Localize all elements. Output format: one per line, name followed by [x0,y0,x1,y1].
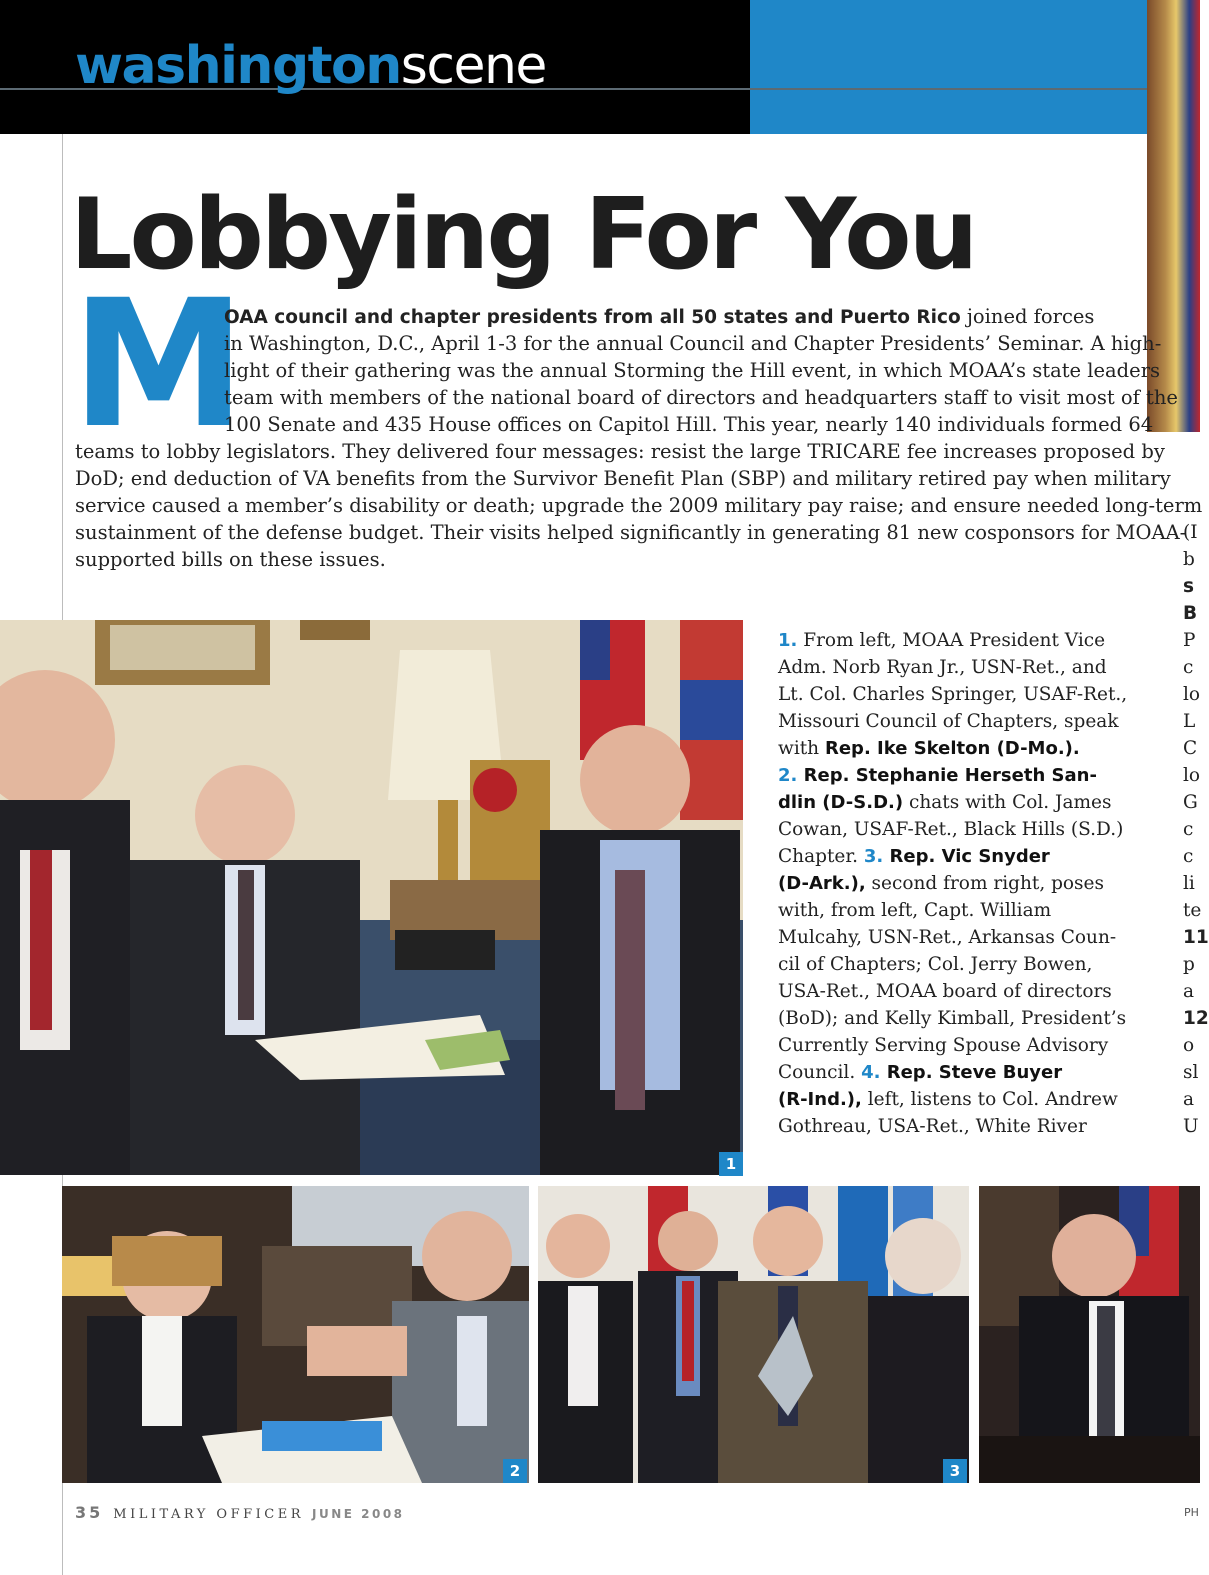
caption-line: (R-Ind.), left, listens to Col. Andrew [778,1089,1118,1110]
next-page-text-fragment: G [1183,792,1198,813]
caption-number-3: 3. [863,846,884,867]
photo-number-3: 3 [943,1459,967,1483]
body-line: in Washington, D.C., April 1-3 for the annual Council and Chapter Presidents’ Seminar. A high- [224,332,1162,355]
next-page-text-fragment: p [1183,954,1195,975]
next-page-text-fragment: c [1183,657,1194,678]
caption-line: Mulcahy, USN-Ret., Arkansas Coun- [778,927,1117,948]
lead-in-bold: OAA council and chapter presidents from all 50 states and Puerto Rico [224,307,961,328]
magazine-name: MILITARY OFFICER [113,1507,304,1522]
photo-3-vic-snyder [538,1186,969,1483]
caption-line: 1. From left, MOAA President Vice [778,630,1106,651]
next-page-text-fragment: o [1183,1035,1195,1056]
next-page-text-fragment: lo [1183,684,1201,705]
caption-line: 2. Rep. Stephanie Herseth San- [778,765,1097,786]
caption-line: Council. 4. Rep. Steve Buyer [778,1062,1063,1083]
body-line: DoD; end deduction of VA benefits from the Survivor Benefit Plan (SBP) and military retired pay when military [75,467,1171,490]
caption-line: Lt. Col. Charles Springer, USAF-Ret., [778,684,1128,705]
caption-number-2: 2. [778,765,798,786]
next-page-text-fragment: 12 [1183,1008,1209,1029]
next-page-text-fragment: P [1183,630,1196,651]
header-accent-band [750,0,1147,134]
next-page-text-fragment: 11 [1183,927,1209,948]
caption-line: USA-Ret., MOAA board of directors [778,981,1112,1002]
body-line: OAA council and chapter presidents from all 50 states and Puerto Rico joined forces [224,305,1095,328]
photo-3-image [538,1186,969,1483]
next-page-text-fragment: a [1183,1089,1195,1110]
section-word-washington: washington [75,36,401,96]
body-line: teams to lobby legislators. They delivered four messages: resist the large TRICARE fee increases proposed by [75,440,1165,463]
next-page-text-fragment: sl [1183,1062,1199,1083]
next-page-text-fragment: a [1183,981,1195,1002]
caption-line: (D-Ark.), second from right, poses [778,873,1104,894]
body-line: light of their gathering was the annual Storming the Hill event, in which MOAA’s state leaders [224,359,1161,382]
photo-credit-fragment: PH [1184,1506,1199,1519]
next-page-text-fragment: (I [1183,522,1198,543]
next-page-text-fragment: li [1183,873,1195,894]
caption-number-1: 1. [778,630,798,651]
page-footer [75,1503,405,1522]
photo-1-image [0,620,743,1175]
caption-number-4: 4. [861,1062,881,1083]
photo-1-office-meeting [0,620,743,1175]
page-number: 35 [75,1503,104,1522]
caption-line: Currently Serving Spouse Advisory [778,1035,1109,1056]
next-page-text-fragment: te [1183,900,1202,921]
caption-line: with Rep. Ike Skelton (D-Mo.). [778,738,1080,759]
body-line: supported bills on these issues. [75,548,386,571]
caption-name-skelton: Rep. Ike Skelton (D-Mo.). [824,738,1080,759]
photo-2-herseth-sandlin [62,1186,529,1483]
body-line: service caused a member’s disability or death; upgrade the 2009 military pay raise; and ensure needed long-term [75,494,1203,517]
caption-line: Gothreau, USA-Ret., White River [778,1116,1087,1137]
body-line: team with members of the national board of directors and headquarters staff to visit most of the [224,386,1178,409]
section-title [75,36,546,96]
caption-line: dlin (D-S.D.) chats with Col. James [778,792,1112,813]
photo-number-1: 1 [719,1152,743,1176]
next-page-text-fragment: U [1183,1116,1199,1137]
photo-4-image [979,1186,1200,1483]
next-page-text-fragment: B [1183,603,1198,624]
next-page-text-fragment: lo [1183,765,1201,786]
caption-line: Cowan, USAF-Ret., Black Hills (S.D.) [778,819,1124,840]
photo-2-image [62,1186,529,1483]
next-page-text-fragment: c [1183,819,1194,840]
next-page-text-fragment: b [1183,549,1195,570]
photo-4-steve-buyer [979,1186,1200,1483]
caption-line: Chapter. 3. Rep. Vic Snyder [778,846,1050,867]
photo-number-2: 2 [503,1459,527,1483]
body-line: sustainment of the defense budget. Their visits helped significantly in generating 81 new cosponsors for MOAA- [75,521,1187,544]
next-page-text-fragment: s [1183,576,1195,597]
section-word-scene: scene [400,36,546,96]
next-page-text-fragment: c [1183,846,1194,867]
next-page-text-fragment: C [1183,738,1198,759]
issue-date: JUNE 2008 [312,1507,405,1521]
article-headline: Lobbying For You [70,178,976,292]
drop-cap: M [71,262,243,467]
caption-line: (BoD); and Kelly Kimball, President’s [778,1008,1127,1029]
caption-line: Adm. Norb Ryan Jr., USN-Ret., and [778,657,1107,678]
caption-line: Missouri Council of Chapters, speak [778,711,1119,732]
caption-line: cil of Chapters; Col. Jerry Bowen, [778,954,1093,975]
caption-line: with, from left, Capt. William [778,900,1052,921]
next-page-text-fragment: L [1183,711,1196,732]
body-line: 100 Senate and 435 House offices on Capitol Hill. This year, nearly 140 individuals formed 64 [224,413,1154,436]
